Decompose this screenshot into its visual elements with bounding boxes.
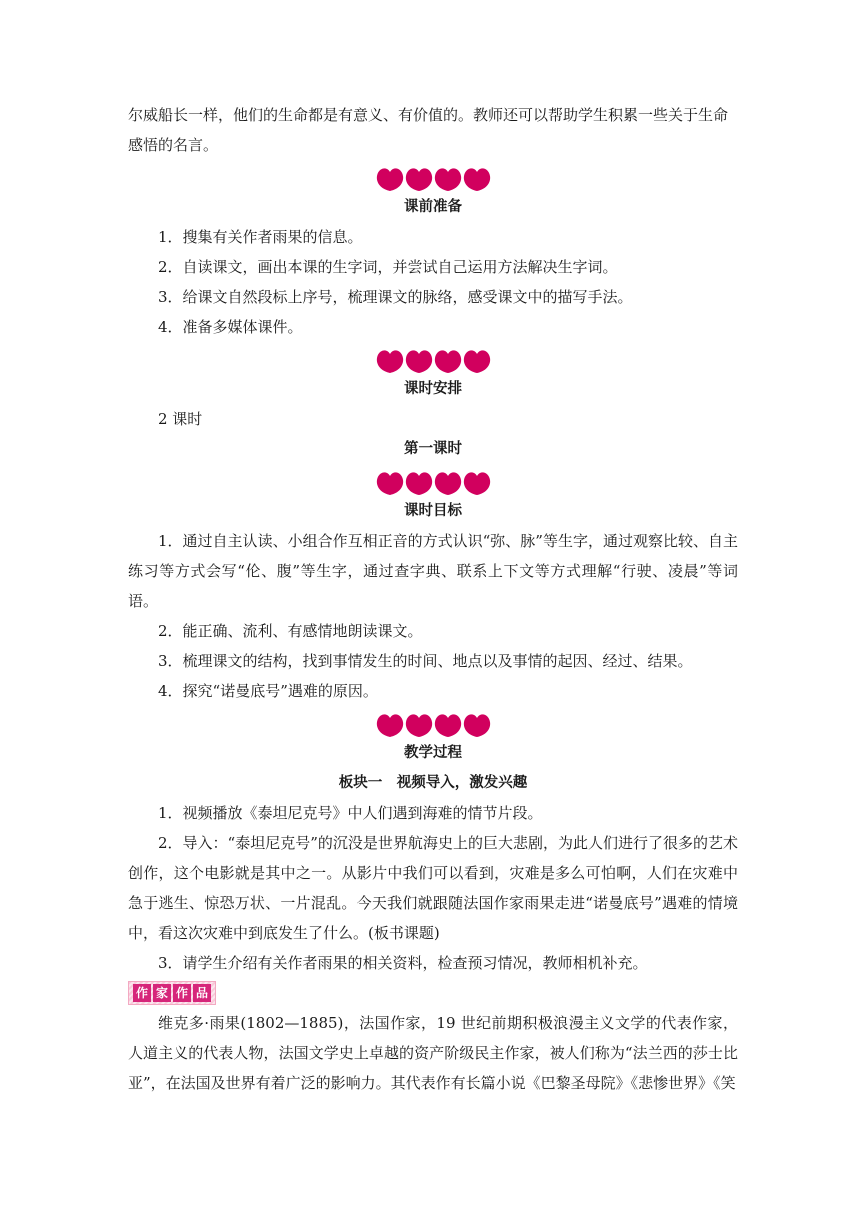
petal-shape bbox=[405, 712, 433, 738]
section-heading-goals: 课时目标 bbox=[404, 503, 462, 519]
petal-shape bbox=[463, 166, 491, 192]
subsection-heading-1: 板块一 视频导入，激发兴趣 bbox=[338, 775, 528, 791]
section-heading-prep: 课前准备 bbox=[404, 199, 462, 215]
section-heading-schedule: 课时安排 bbox=[404, 381, 462, 397]
prep-item-1: 1．搜集有关作者雨果的信息。 bbox=[158, 228, 363, 246]
process-item-1: 1．视频播放《泰坦尼克号》中人们遇到海难的情节片段。 bbox=[158, 804, 543, 822]
petal-shape bbox=[405, 166, 433, 192]
prep-item-3: 3．给课文自然段标上序号，梳理课文的脉络，感受课文中的描写手法。 bbox=[158, 288, 633, 306]
petal-shape bbox=[463, 712, 491, 738]
petal-shape bbox=[463, 470, 491, 496]
goal-item-1: 1．通过自主认读、小组合作互相正音的方式认识“弥、脉”等生字，通过观察比较、自主练习等方式会写“伦、腹”等生字，通过查字典、联系上下文等方式理解“行驶、凌晨”等词语。 bbox=[128, 532, 738, 610]
petal-shape bbox=[434, 348, 462, 374]
goal-item-4: 4．探究“诺曼底号”遇难的原因。 bbox=[158, 682, 378, 700]
section-heading-process: 教学过程 bbox=[404, 745, 462, 761]
tag-char-2: 家 bbox=[153, 984, 171, 1002]
petal-shape bbox=[376, 166, 404, 192]
document-page bbox=[128, 100, 738, 1098]
petal-shape bbox=[376, 712, 404, 738]
author-works-tag bbox=[128, 981, 216, 1005]
author-works-tag-row bbox=[128, 978, 738, 1008]
lesson-heading: 第一课时 bbox=[404, 441, 462, 457]
petal-shape bbox=[376, 348, 404, 374]
petal-shape bbox=[405, 470, 433, 496]
schedule-text: 2 课时 bbox=[158, 410, 203, 428]
tag-char-3: 作 bbox=[173, 984, 191, 1002]
intro-line-2: 感悟的名言。 bbox=[128, 136, 219, 154]
process-item-2: 2．导入：“泰坦尼克号”的沉没是世界航海史上的巨大悲剧，为此人们进行了很多的艺术创作，这个电影就是其中之一。从影片中我们可以看到，灾难是多么可怕啊，人们在灾难中急于逃生、惊恐万状、一片混乱。今天我们就跟随法国作家雨果走进“诺曼底号”遇难的情境中，看这次灾难中到底发生了什么。(板书课题) bbox=[128, 834, 738, 942]
petal-divider-4 bbox=[128, 708, 738, 738]
petal-shape bbox=[434, 166, 462, 192]
petal-shape bbox=[434, 470, 462, 496]
intro-line-1: 尔威船长一样，他们的生命都是有意义、有价值的。教师还可以帮助学生积累一些关于生命 bbox=[128, 106, 729, 124]
prep-item-4: 4．准备多媒体课件。 bbox=[158, 318, 303, 336]
goal-item-3: 3．梳理课文的结构，找到事情发生的时间、地点以及事情的起因、经过、结果。 bbox=[158, 652, 693, 670]
tag-char-4: 品 bbox=[193, 984, 211, 1002]
petal-divider-2 bbox=[128, 344, 738, 374]
prep-item-2: 2．自读课文，画出本课的生字词，并尝试自己运用方法解决生字词。 bbox=[158, 258, 618, 276]
process-item-3: 3．请学生介绍有关作者雨果的相关资料，检查预习情况，教师相机补充。 bbox=[158, 954, 648, 972]
petal-divider-1 bbox=[128, 162, 738, 192]
author-bio-text: 维克多·雨果(1802—1885)，法国作家，19 世纪前期积极浪漫主义文学的代表作家，人道主义的代表人物，法国文学史上卓越的资产阶级民主作家，被人们称为“法兰西的莎士比亚”，在法国及世界有着广泛的影响力。其代表作有长篇小说《巴黎圣母院》《悲惨世界》《笑 bbox=[128, 1014, 738, 1092]
goal-item-2: 2．能正确、流利、有感情地朗读课文。 bbox=[158, 622, 423, 640]
tag-char-1: 作 bbox=[133, 984, 151, 1002]
petal-shape bbox=[463, 348, 491, 374]
petal-shape bbox=[405, 348, 433, 374]
petal-shape bbox=[434, 712, 462, 738]
petal-shape bbox=[376, 470, 404, 496]
petal-divider-3 bbox=[128, 466, 738, 496]
